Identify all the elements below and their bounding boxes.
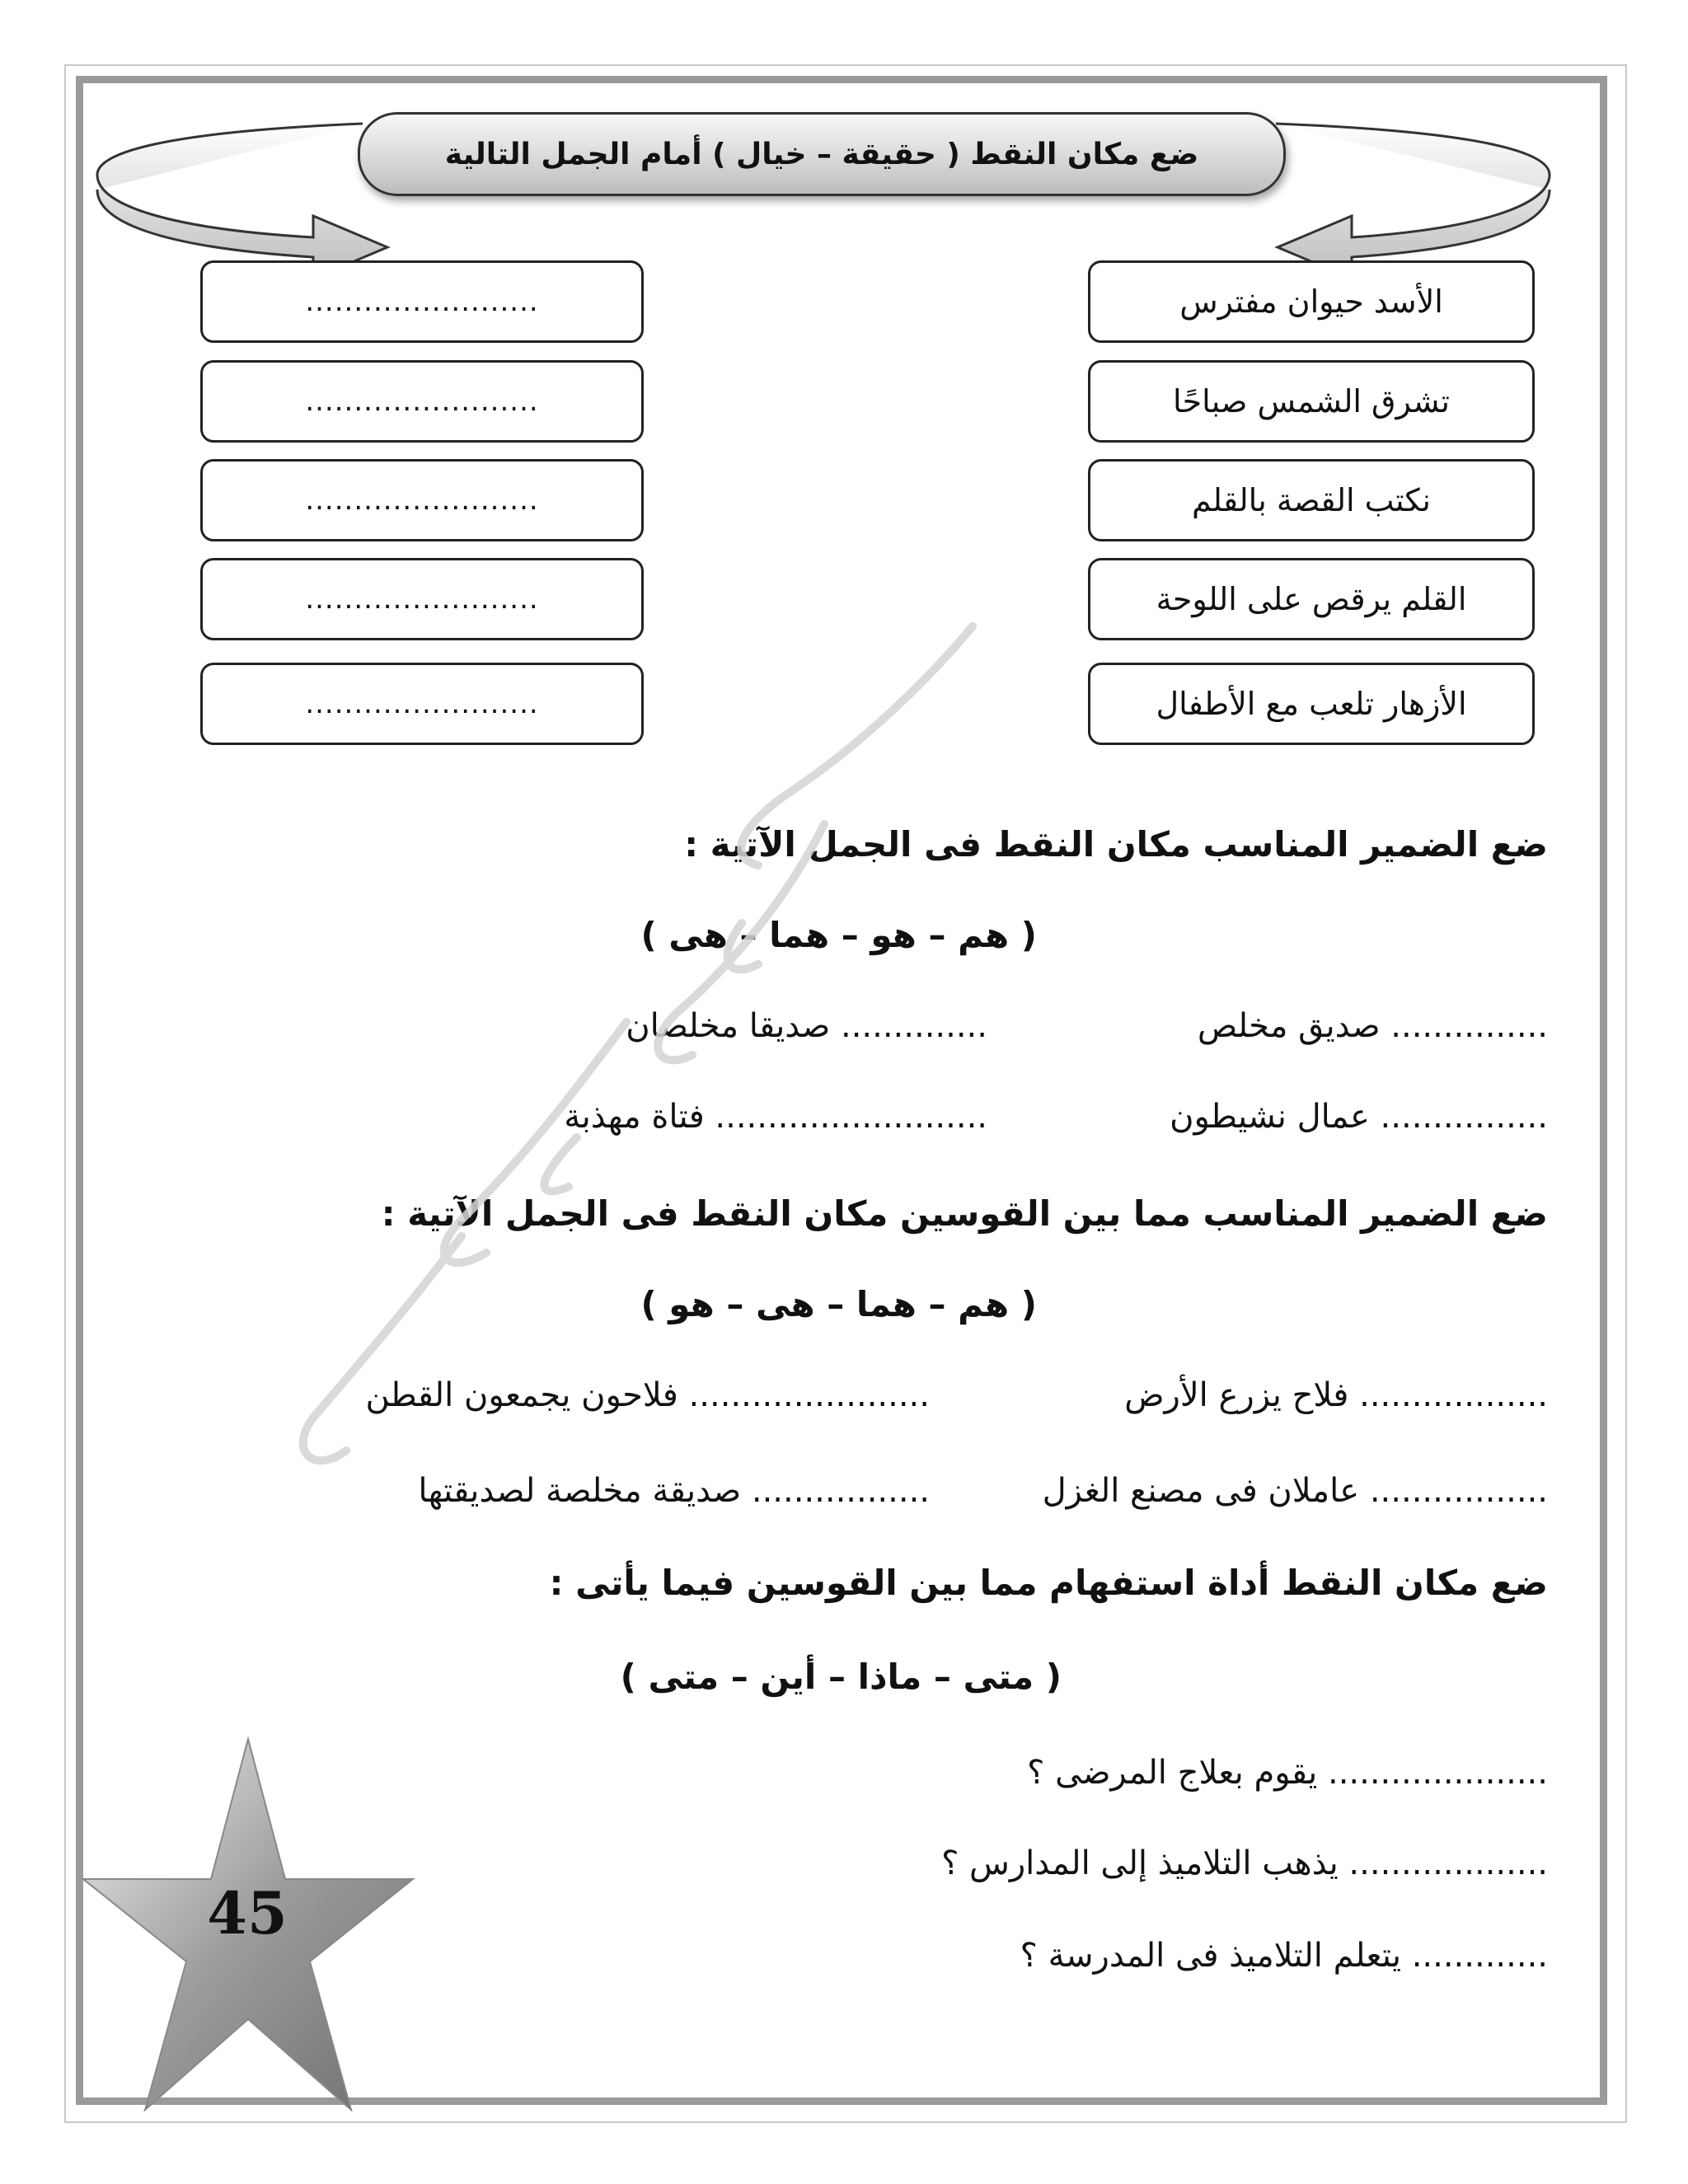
section3-line-1-right[interactable]: .................. فلاح يزرع الأرض	[1124, 1376, 1548, 1414]
section2-line-1-right[interactable]: ............... صديق مخلص	[1197, 1007, 1548, 1045]
left-curved-arrow	[97, 124, 387, 279]
section4-choices: ( متى – ماذا – أين – متى )	[620, 1657, 1062, 1697]
question-line-3[interactable]: ............. يتعلم التلاميذ فى المدرسة ؟	[1020, 1937, 1548, 1975]
sentence-box-4: القلم يرقص على اللوحة	[1088, 558, 1535, 640]
section2-heading: ضع الضمير المناسب مكان النقط فى الجمل الآتية :	[684, 824, 1548, 865]
section3-line-1-left[interactable]: ....................... فلاحون يجمعون القطن	[365, 1376, 930, 1414]
sentence-box-2: تشرق الشمس صباحًا	[1088, 360, 1535, 443]
section3-heading: ضع الضمير المناسب مما بين القوسين مكان النقط فى الجمل الآتية :	[381, 1193, 1548, 1234]
section2-line-1-left[interactable]: .............. صديقا مخلصان	[626, 1007, 987, 1045]
answer-box-4[interactable]: ........................	[200, 558, 644, 640]
section3-choices: ( هم – هما – هى – هو )	[640, 1284, 1037, 1324]
sentence-box-3: نكتب القصة بالقلم	[1088, 459, 1535, 541]
sentence-box-1: الأسد حيوان مفترس	[1088, 260, 1535, 343]
exercise-title	[358, 112, 1286, 196]
section2-line-2-left[interactable]: .......................... فتاة مهذبة	[564, 1098, 987, 1136]
section2-line-2-right[interactable]: ................ عمال نشيطون	[1170, 1098, 1548, 1136]
answer-box-1[interactable]: ........................	[200, 260, 644, 343]
section3-line-2-right[interactable]: ................. عاملان فى مصنع الغزل	[1042, 1472, 1548, 1510]
question-line-1[interactable]: ..................... يقوم بعلاج المرضى ؟	[1027, 1754, 1548, 1792]
answer-box-5[interactable]: ........................	[200, 663, 644, 745]
exercise-title-text: ضع مكان النقط ( حقيقة – خيال ) أمام الجمل التالية	[444, 137, 1199, 171]
page-number: 45	[207, 1879, 288, 1947]
answer-box-2[interactable]: ........................	[200, 360, 644, 443]
right-curved-arrow	[1276, 124, 1550, 279]
section3-line-2-left[interactable]: ................. صديقة مخلصة لصديقتها	[418, 1472, 930, 1510]
section2-choices: ( هم – هو – هما – هى )	[640, 915, 1037, 955]
sentence-box-5: الأزهار تلعب مع الأطفال	[1088, 663, 1535, 745]
question-line-2[interactable]: ................... يذهب التلاميذ إلى المدارس ؟	[941, 1844, 1548, 1882]
answer-box-3[interactable]: ........................	[200, 459, 644, 541]
section4-heading: ضع مكان النقط أداة استفهام مما بين القوسين فيما يأتى :	[549, 1563, 1548, 1603]
